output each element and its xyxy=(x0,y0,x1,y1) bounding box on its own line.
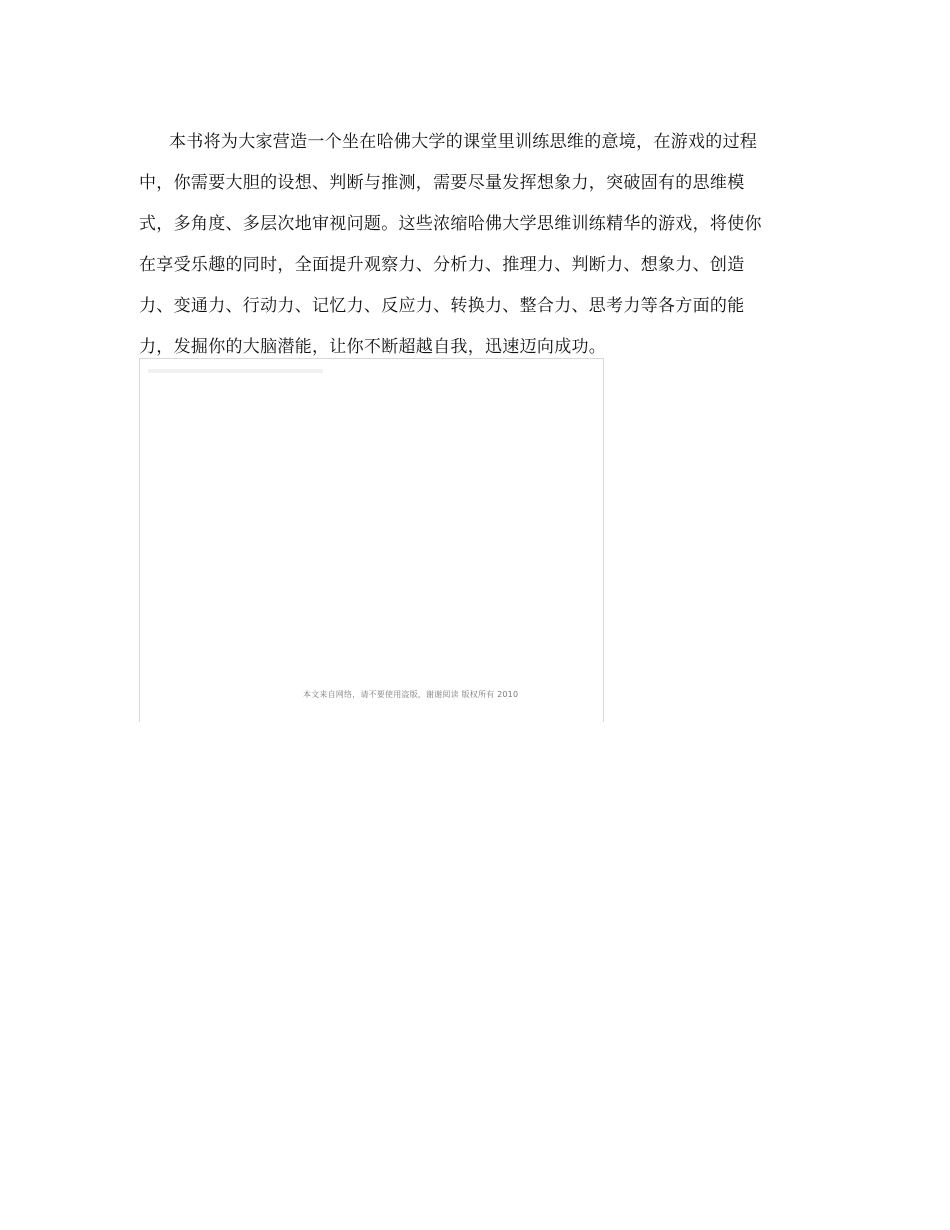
paragraph-line-6: 力，发掘你的大脑潜能，让你不断超越自我，迅速迈向成功。 xyxy=(139,337,607,357)
paragraph-line-3: 式，多角度、多层次地审视问题。这些浓缩哈佛大学思维训练精华的游戏，将使你 xyxy=(139,214,762,234)
paragraph-line-1: 本书将为大家营造一个坐在哈佛大学的课堂里训练思维的意境，在游戏的过程 xyxy=(169,132,758,152)
figure-caption: 本文来自网络，请不要使用盗版，谢谢阅读 版权所有 2010 xyxy=(303,690,519,699)
paragraph-line-5: 力、变通力、行动力、记忆力、反应力、转换力、整合力、思考力等各方面的能 xyxy=(139,296,745,316)
faint-header-mark xyxy=(148,369,323,373)
blank-figure-frame xyxy=(139,358,604,722)
paragraph-line-4: 在享受乐趣的同时，全面提升观察力、分析力、推理力、判断力、想象力、创造 xyxy=(139,255,745,275)
body-paragraph xyxy=(139,126,779,372)
paragraph-line-2: 中，你需要大胆的设想、判断与推测，需要尽量发挥想象力，突破固有的思维模 xyxy=(139,173,745,193)
